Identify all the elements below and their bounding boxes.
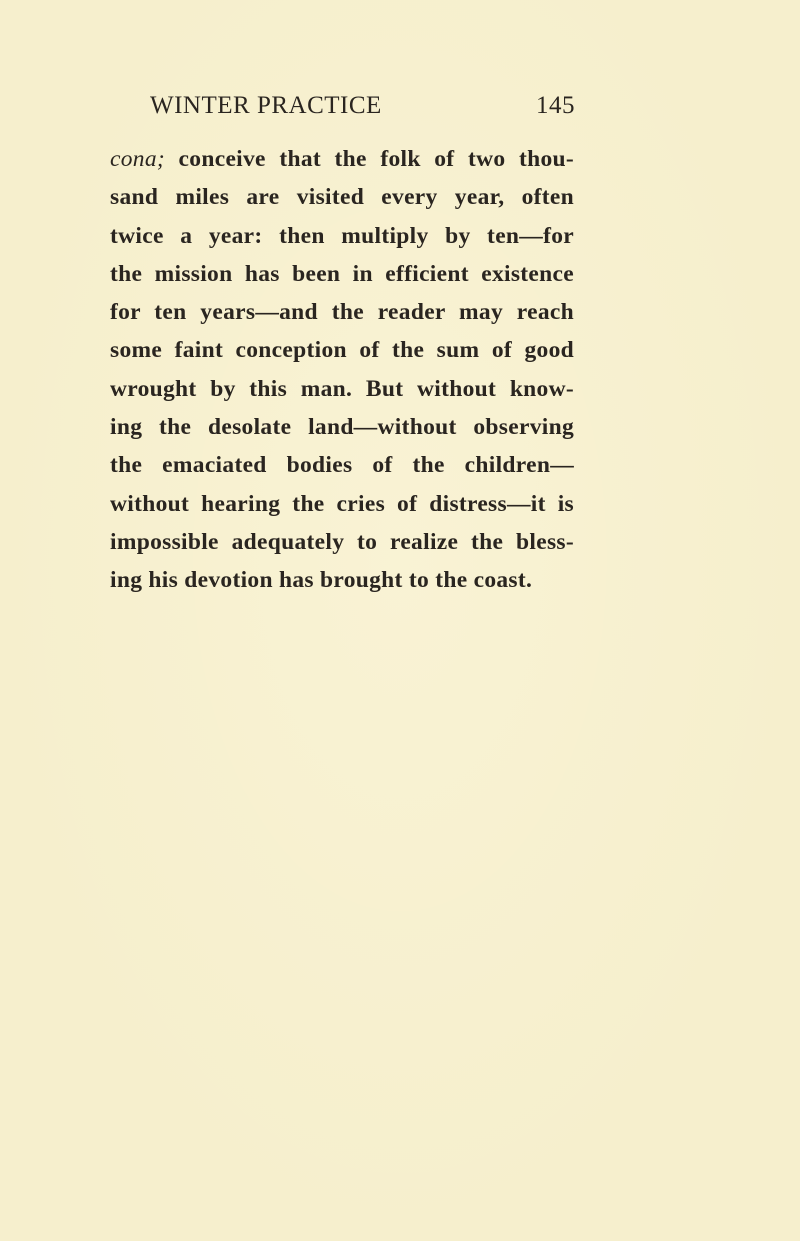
text-line: for ten years—and the reader may reach: [110, 299, 574, 326]
text-line: the mission has been in efficient existence: [110, 260, 574, 287]
text-line: ing the desolate land—without observing: [110, 414, 574, 441]
text-line: ing his devotion has brought to the coast.: [110, 567, 533, 594]
text-line: the emaciated bodies of the children—: [110, 452, 574, 479]
running-title: WINTER PRACTICE: [150, 92, 382, 119]
running-head: [150, 92, 575, 132]
text-line: impossible adequately to realize the bless-: [110, 528, 574, 555]
text-line: wrought by this man. But without know-: [110, 375, 574, 402]
page-number: 145: [536, 92, 575, 119]
text-line: some faint conception of the sum of good: [110, 337, 574, 364]
text-line: twice a year: then multiply by ten—for: [110, 222, 574, 249]
body-paragraph: [110, 140, 574, 600]
text-line: without hearing the cries of distress—it is: [110, 490, 574, 517]
text-line: [110, 140, 574, 178]
text-line: sand miles are visited every year, often: [110, 184, 574, 211]
italic-word: cona;: [110, 146, 166, 172]
text-line-rest: conceive that the folk of two thou-: [165, 146, 574, 172]
